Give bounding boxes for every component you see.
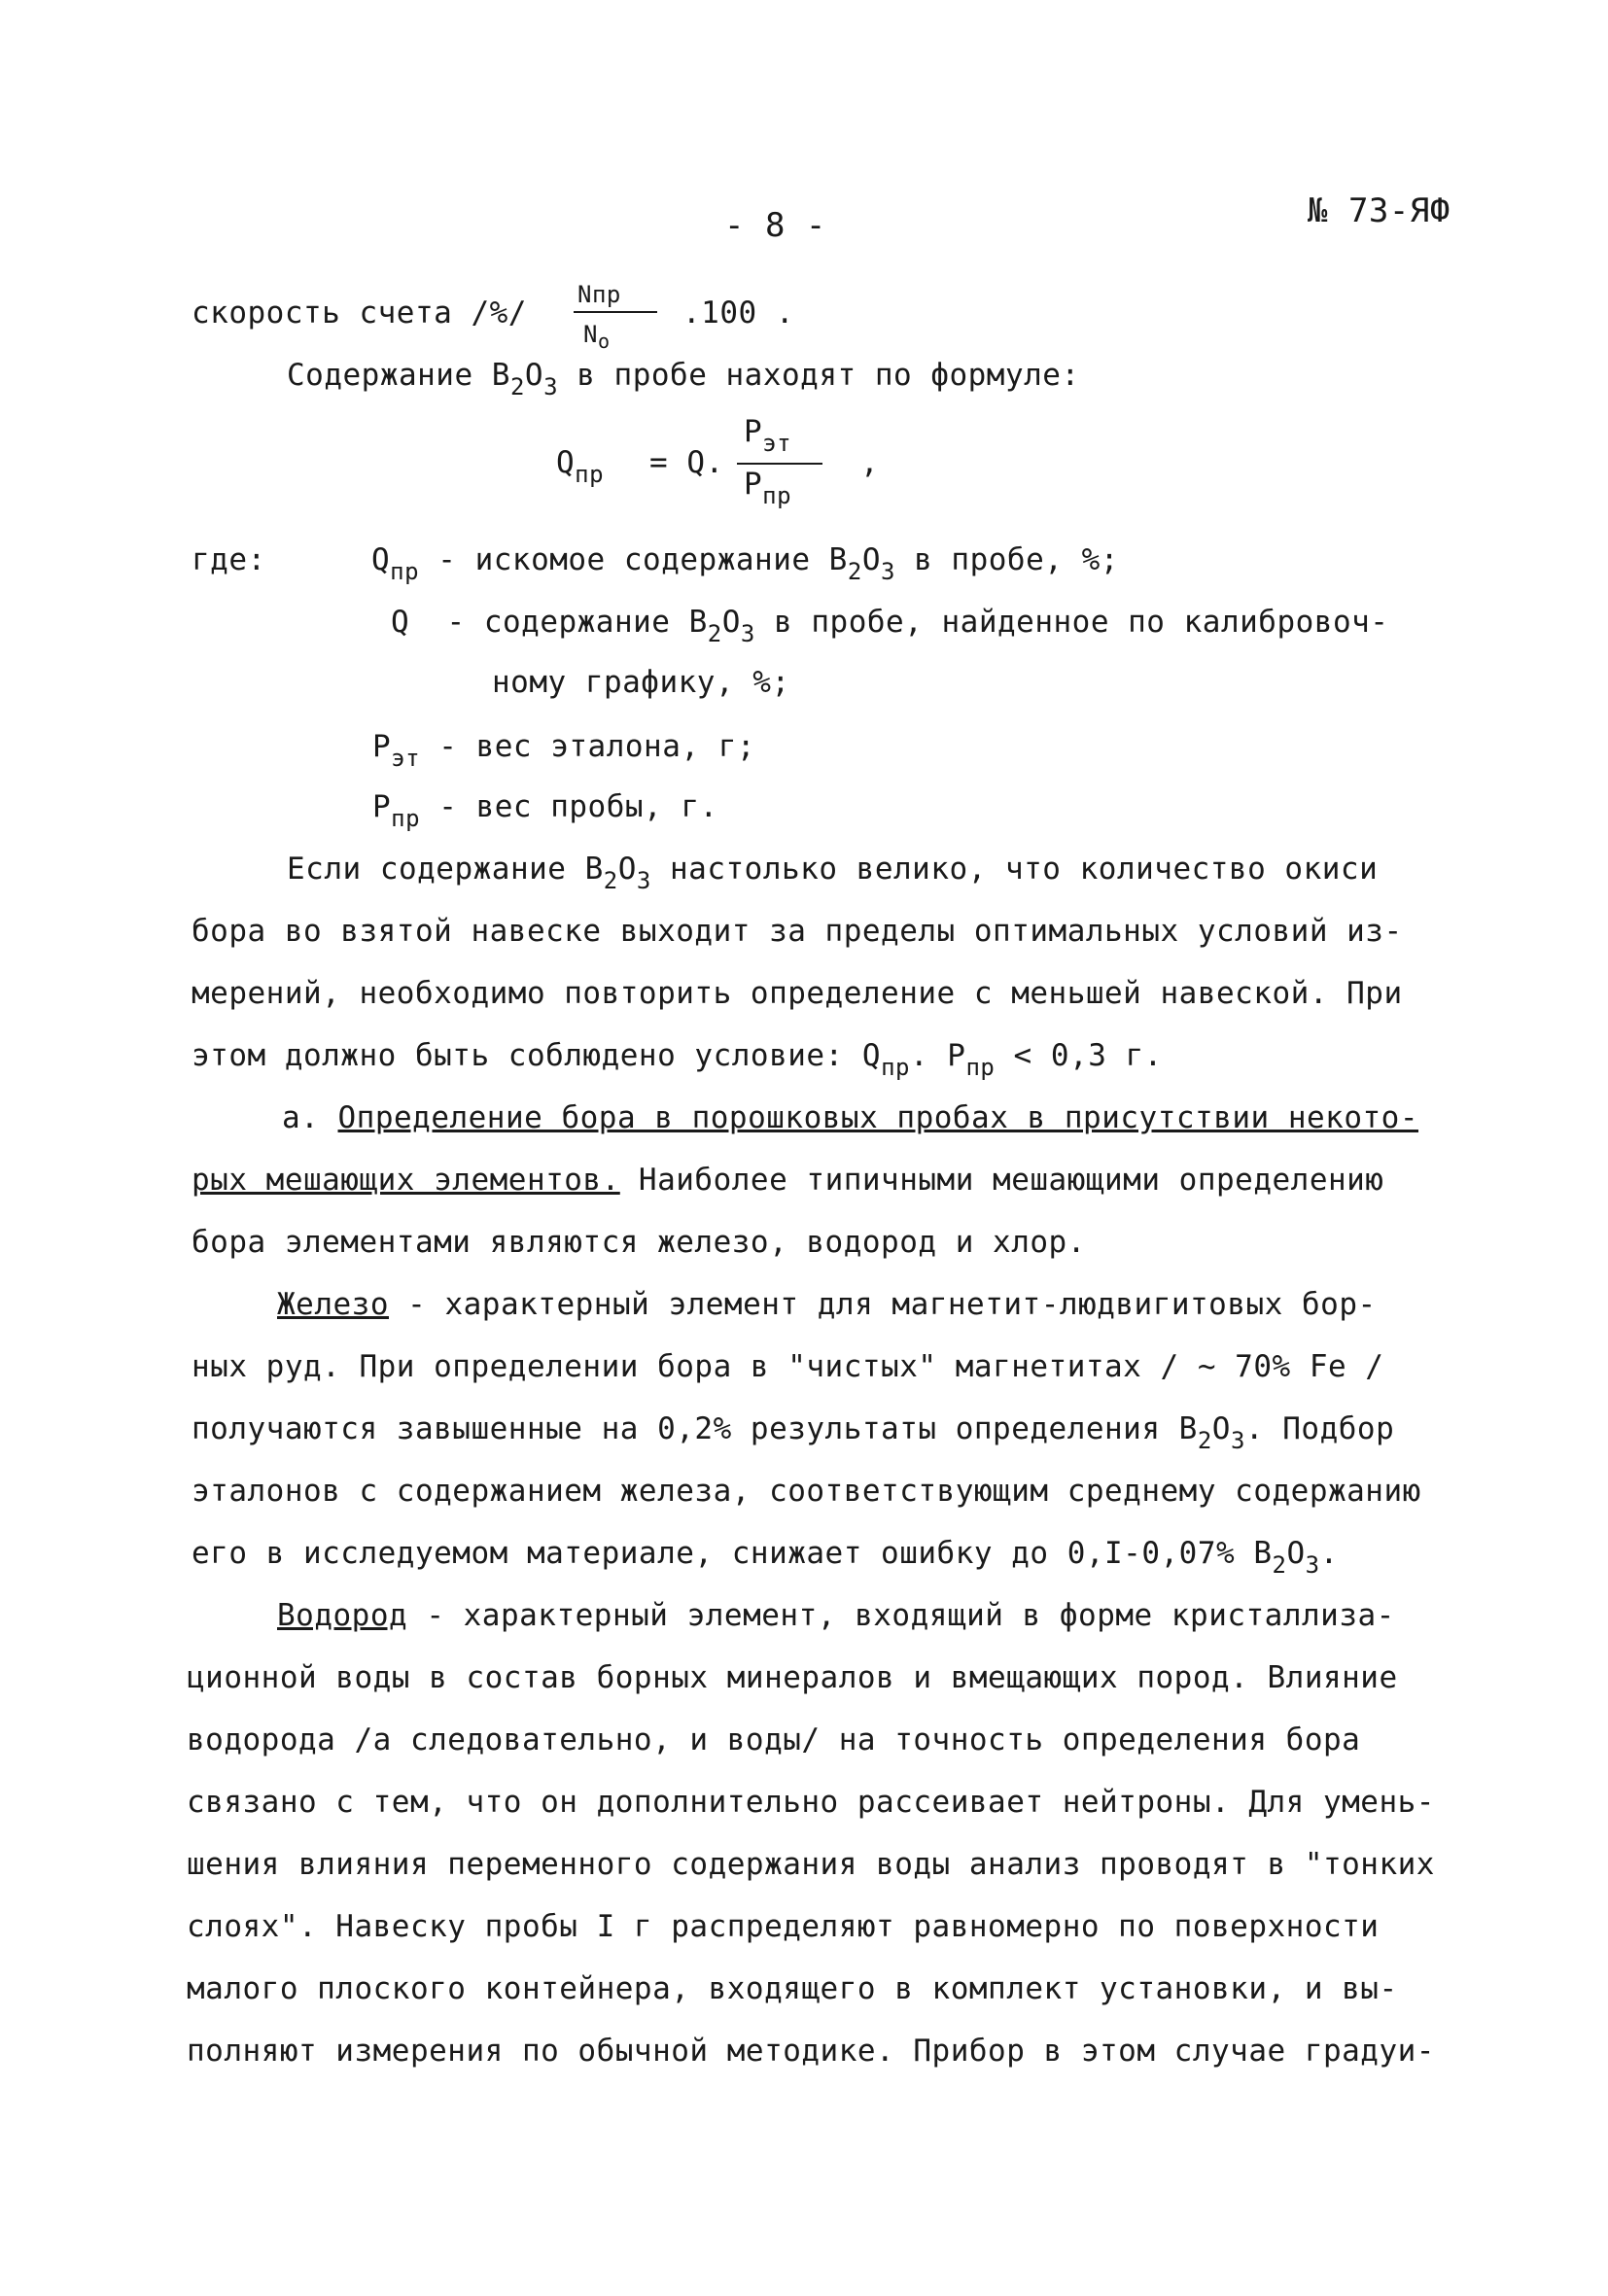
formula-eq: = Q.	[649, 445, 724, 480]
formula-intro: Содержание $B_2O_3$ в пробе находят по формуле:	[287, 358, 1080, 400]
para3-line3: получаются завышенные на 0,2% результаты определения $B_2O_3$. Подбор	[192, 1411, 1395, 1454]
where-label: где:	[192, 542, 266, 577]
term-iron: Железо	[277, 1287, 389, 1322]
definition-q: Q - содержание $B_2O_3$ в пробе, найденное по калибровоч-	[391, 605, 1389, 647]
para4-line6: слоях". Навеску пробы I г распределяют равномерно по поверхности	[187, 1909, 1380, 1944]
definition-p-pr: $P_{пр}$ - вес пробы, г.	[372, 789, 718, 832]
para1-line3: мерений, необходимо повторить определение с меньшей навеской. При	[192, 976, 1403, 1011]
definition-p-et: $P_{эт}$ - вес эталона, г;	[372, 729, 756, 772]
para4-line1: Водород - характерный элемент, входящий в форме кристаллиза-	[277, 1598, 1395, 1633]
para4-line5: шения влияния переменного содержания воды анализ проводят в "тонких	[187, 1847, 1435, 1882]
para3-line4: эталонов с содержанием железа, соответствующим среднему содержанию	[192, 1474, 1421, 1509]
formula-lhs: $Q_{пр}$	[556, 445, 605, 488]
count-rate-multiplier: .100 .	[682, 296, 794, 330]
para2-line1: а. Определение бора в порошковых пробах в присутствии некото-	[282, 1100, 1418, 1135]
para4-line4: связано с тем, что он дополнительно рассеивает нейтроны. Для умень-	[187, 1785, 1435, 1820]
count-rate-label: скорость счета /%/	[192, 296, 527, 330]
document-id: № 73-ЯФ	[1308, 191, 1451, 230]
para4-line8: полняют измерения по обычной методике. Прибор в этом случае градуи-	[187, 2034, 1435, 2069]
para3-line5: его в исследуемом материале, снижает ошибку до 0,I-0,07% $B_2O_3$.	[192, 1536, 1339, 1579]
para1-line1: Если содержание $B_2O_3$ настолько велико, что количество окиси	[287, 852, 1379, 894]
term-hydrogen: Водород	[277, 1598, 408, 1633]
formula-denominator: $P_{пр}$	[744, 467, 792, 509]
para4-line3: водорода /а следовательно, и воды/ на точность определения бора	[187, 1722, 1361, 1757]
para1-line2: бора во взятой навеске выходит за пределы оптимальных условий из-	[192, 914, 1403, 949]
para1-line4: этом должно быть соблюдено условие: $Q_{пр}$. $P_{пр} < 0,3$ г.	[192, 1038, 1163, 1081]
formula-numerator: $P_{эт}$	[744, 414, 792, 457]
section-heading: Определение бора в порошковых пробах в присутствии некото-	[337, 1100, 1418, 1135]
page-number: - 8 -	[724, 206, 826, 245]
definition-q-pr: $Q_{пр}$ - искомое содержание $B_2O_3$ в пробе, %;	[371, 542, 1119, 585]
formula-comma: ,	[860, 445, 880, 480]
para3-line2: ных руд. При определении бора в "чистых" магнетитах / ~ 70% Fe /	[192, 1349, 1384, 1384]
para4-line7: малого плоского контейнера, входящего в комплект установки, и вы-	[187, 1971, 1398, 2006]
fraction-numerator: Nпр	[577, 281, 621, 308]
para4-line2: ционной воды в состав борных минералов и вмещающих пород. Влияние	[187, 1660, 1398, 1695]
definition-q-cont: ному графику, %;	[492, 665, 790, 700]
para2-line3: бора элементами являются железо, водород и хлор.	[192, 1225, 1086, 1260]
para3-line1: Железо - характерный элемент для магнетит-людвигитовых бор-	[277, 1287, 1377, 1322]
fraction-bar	[574, 311, 657, 313]
para2-line2: рых мешающих элементов. Наиболее типичными мешающими определению	[192, 1163, 1384, 1198]
fraction-denominator: $N_о$	[583, 321, 611, 353]
